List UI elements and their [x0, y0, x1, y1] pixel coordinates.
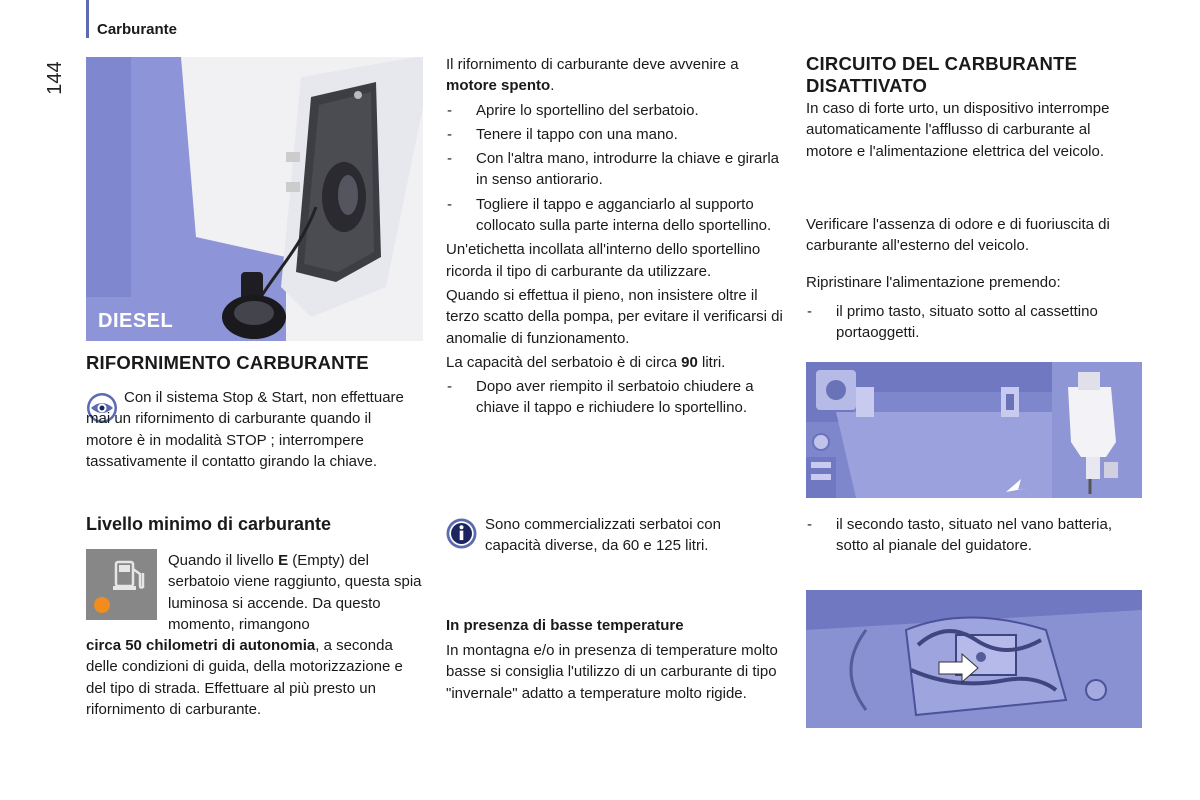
check-leak-text: Verificare l'assenza di odore e di fuoriuscita di carburante all'esterno del veicolo.: [806, 216, 1110, 255]
info-icon: [446, 518, 477, 549]
fuel-cap-drawing: [86, 57, 423, 341]
list-item: - Dopo aver riempito il serbatoio chiudere a chiave il tappo e richiudere lo sportellino.: [447, 378, 754, 417]
pump-paragraph: Quando si effettua il pieno, non insistere oltre il terzo scatto della pompa, per evitare il verificarsi di anomalie di funzionamento.: [446, 286, 783, 347]
list-item: - Togliere il tappo e agganciarlo al supporto collocato sulla parte interna dello sportellino.: [447, 195, 772, 235]
fuel-cutoff-intro: In caso di forte urto, un dispositivo interrompe automaticamente l'afflusso di carburante al motore e l'alimentazione elettrica del veicolo.: [806, 100, 1110, 160]
section-title: Carburante: [97, 21, 178, 38]
label-paragraph: Un'etichetta incollata all'interno dello sportellino ricorda il tipo di carburante da utilizzare.: [446, 241, 761, 280]
refuel-intro: Il rifornimento di carburante deve avvenire a motore spento.: [446, 56, 739, 95]
capacity-paragraph: La capacità del serbatoio è di circa 90 litri.: [446, 353, 726, 371]
refuel-steps: [446, 100, 784, 237]
list-item: - Aprire lo sportellino del serbatoio.: [447, 101, 699, 119]
fuel-cutoff-heading: CIRCUITO DEL CARBURANTE DISATTIVATO: [806, 53, 1078, 96]
final-step-list: [446, 376, 784, 419]
header-accent-bar: [86, 0, 89, 38]
fuel-warning-lamp: [86, 549, 157, 620]
lamp-text: Quando il livello E (Empty) del serbatoio viene raggiunto, questa spia luminosa si accende. Da questo momento, rimangono: [168, 552, 422, 633]
second-button-list: [806, 514, 1146, 560]
fuel-pump-icon: [86, 549, 157, 620]
cold-temperature-text: In montagna e/o in presenza di temperature molto basse si consiglia l'utilizzo di un carburante di tipo "invernale" adatto a temperature molto rigide.: [446, 642, 778, 702]
page-number: 144: [43, 61, 66, 95]
restore-text: Ripristinare l'alimentazione premendo:: [806, 274, 1061, 291]
diesel-label: DIESEL: [98, 310, 174, 332]
battery-reset-button-illustration: [806, 590, 1142, 728]
list-item: - Con l'altra mano, introdurre la chiave e girarla in senso antiorario.: [447, 150, 780, 189]
refuel-instructions: [446, 54, 784, 422]
cold-temperature-heading: In presenza di basse temperature: [446, 617, 684, 634]
list-item: - Tenere il tappo con una mano.: [447, 125, 678, 143]
fuel-cap-illustration: [86, 57, 423, 341]
list-item: - il secondo tasto, situato nel vano batteria, sotto al pianale del guidatore.: [807, 516, 1113, 555]
glovebox-reset-button-illustration: [806, 362, 1142, 498]
refuel-heading: RIFORNIMENTO CARBURANTE: [86, 352, 369, 373]
stop-start-note: Con il sistema Stop & Start, non effettuare mai un rifornimento di carburante quando il motore è in modalità STOP ; interrompere tassativamente il contatto girando la chiave.: [86, 389, 404, 470]
list-item: - il primo tasto, situato sotto al cassettino portaoggetti.: [807, 303, 1098, 342]
autonomy-text: circa 50 chilometri di autonomia, a seconda delle condizioni di guida, della motorizzazione e del tipo di strada. Effettuare al più presto un rifornimento di carburante.: [86, 637, 403, 718]
tank-capacity-note: Sono commercializzati serbatoi con capacità diverse, da 60 e 125 litri.: [485, 516, 721, 555]
min-fuel-heading: Livello minimo di carburante: [86, 514, 332, 534]
first-button-list: [806, 301, 1146, 347]
